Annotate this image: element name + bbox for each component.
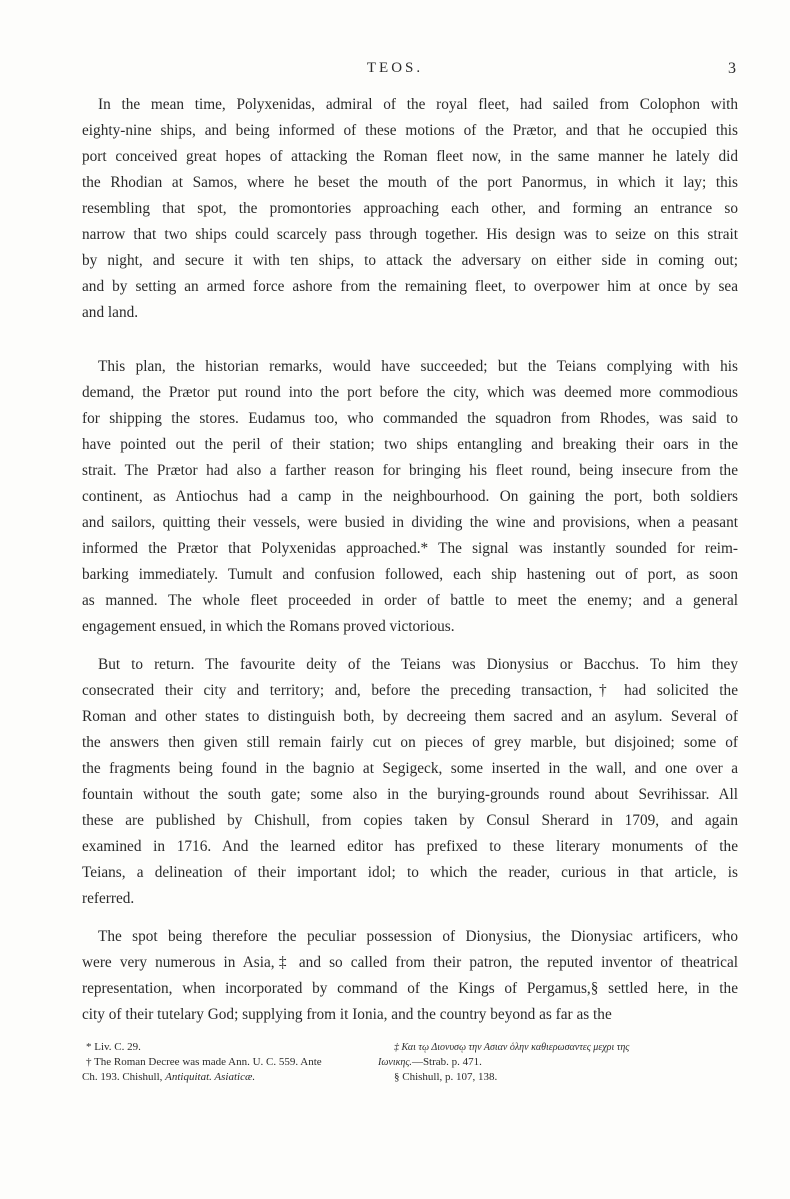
text-line: continent, as Antiochus had a camp in the neighbourhood. On gaining the port, both soldiers [82, 488, 738, 505]
footnote-book-title: Antiquitat. Asiaticæ. [165, 1071, 256, 1083]
text-line: representation, when incorporated by command of the Kings of Pergamus,§ settled here, in the [82, 980, 738, 997]
text-line: city of their tutelary God; supplying from it Ionia, and the country beyond as far as the [82, 1006, 612, 1023]
paragraph-1 [82, 92, 738, 326]
text-line: and by setting an armed force ashore from the remaining fleet, to overpower him at once by sea [82, 278, 738, 295]
footnotes-left [82, 1040, 372, 1085]
text-line: This plan, the historian remarks, would have succeeded; but the Teians complying with his [98, 358, 738, 375]
paragraph-3 [82, 652, 738, 912]
text-line: In the mean time, Polyxenidas, admiral of the royal fleet, had sailed from Colophon with [98, 96, 738, 113]
text-line: referred. [82, 890, 135, 907]
footnote-greek-cont: Ιωνικης. [378, 1057, 412, 1068]
text-line: for shipping the stores. Eudamus too, who commanded the squadron from Rhodes, was said to [82, 410, 738, 427]
text-line: Roman and other states to distinguish both, by decreeing them sacred and an asylum. Several of [82, 708, 738, 725]
text-line: the Rhodian at Samos, where he beset the mouth of the port Panormus, in which it lay; this [82, 174, 738, 191]
page-number: 3 [728, 60, 736, 77]
text-line: the answers then given still remain fairly cut on pieces of grey marble, but disjoined; some of [82, 734, 738, 751]
text-line: by night, and secure it with ten ships, to attack the adversary on either side in coming out; [82, 252, 738, 269]
text-line: fountain without the south gate; some also in the burying-grounds round about Sevrihissar. All [82, 786, 738, 803]
text-line: these are published by Chishull, from copies taken by Consul Sherard in 1709, and again [82, 812, 738, 829]
text-line: were very numerous in Asia,‡ and so called from their patron, the reputed inventor of theatrical [82, 954, 738, 971]
footnote-double-dagger: ‡ Και τῳ Διονυσῳ την Ασιαν ὁλην καθιερωσαντες μεχρι της [394, 1042, 630, 1053]
text-line: port conceived great hopes of attacking the Roman fleet now, in the same manner he lately did [82, 148, 738, 165]
text-line: Teians, a delineation of their important idol; to which the reader, curious in that article, is [82, 864, 738, 881]
footnote-star: * Liv. C. 29. [86, 1041, 141, 1053]
text-line: as manned. The whole fleet proceeded in order of battle to meet the enemy; and a general [82, 592, 738, 609]
text-line: and land. [82, 304, 139, 321]
text-line: consecrated their city and territory; and, before the preceding transaction,† had solicited the [82, 682, 738, 699]
text-line: eighty-nine ships, and being informed of these motions of the Prætor, and that he occupied this [82, 122, 738, 139]
footnote-section: § Chishull, p. 107, 138. [394, 1071, 498, 1083]
text-line: engagement ensued, in which the Romans proved victorious. [82, 618, 455, 635]
footnote-strabo-ref: —Strab. p. 471. [411, 1056, 482, 1068]
footnotes-right [378, 1040, 738, 1085]
text-line: examined in 1716. And the learned editor has prefixed to these literary monuments of the [82, 838, 738, 855]
text-line: barking immediately. Tumult and confusion followed, each ship hastening out of port, as soon [82, 566, 738, 583]
text-line: The spot being therefore the peculiar possession of Dionysius, the Dionysiac artificers, who [98, 928, 738, 945]
footnote-dagger-cont: Ch. 193. Chishull, Antiquitat. Asiaticæ. [82, 1071, 256, 1083]
text-line: resembling that spot, the promontories approaching each other, and forming an entrance so [82, 200, 738, 217]
text-line: and sailors, quitting their vessels, were busied in dividing the wine and provisions, when a peasant [82, 514, 738, 531]
footnote-dagger: † The Roman Decree was made Ann. U. C. 559. Ante [86, 1056, 322, 1068]
text-line: strait. The Prætor had also a farther reason for bringing his fleet round, being insecure from the [82, 462, 738, 479]
text-line: informed the Prætor that Polyxenidas approached.* The signal was instantly sounded for reim- [82, 540, 738, 557]
text-line: demand, the Prætor put round into the port before the city, which was deemed more commodious [82, 384, 738, 401]
paragraph-4 [82, 924, 738, 1028]
running-title: TEOS. [366, 60, 424, 76]
text-line: But to return. The favourite deity of the Teians was Dionysius or Bacchus. To him they [98, 656, 738, 673]
text-line: narrow that two ships could scarcely pass through together. His design was to seize on this strait [82, 226, 738, 243]
paragraph-2 [82, 354, 738, 640]
text-line: have pointed out the peril of their station; two ships entangling and breaking their oars in the [82, 436, 738, 453]
text-line: the fragments being found in the bagnio at Segigeck, some inserted in the wall, and one over a [82, 760, 738, 777]
